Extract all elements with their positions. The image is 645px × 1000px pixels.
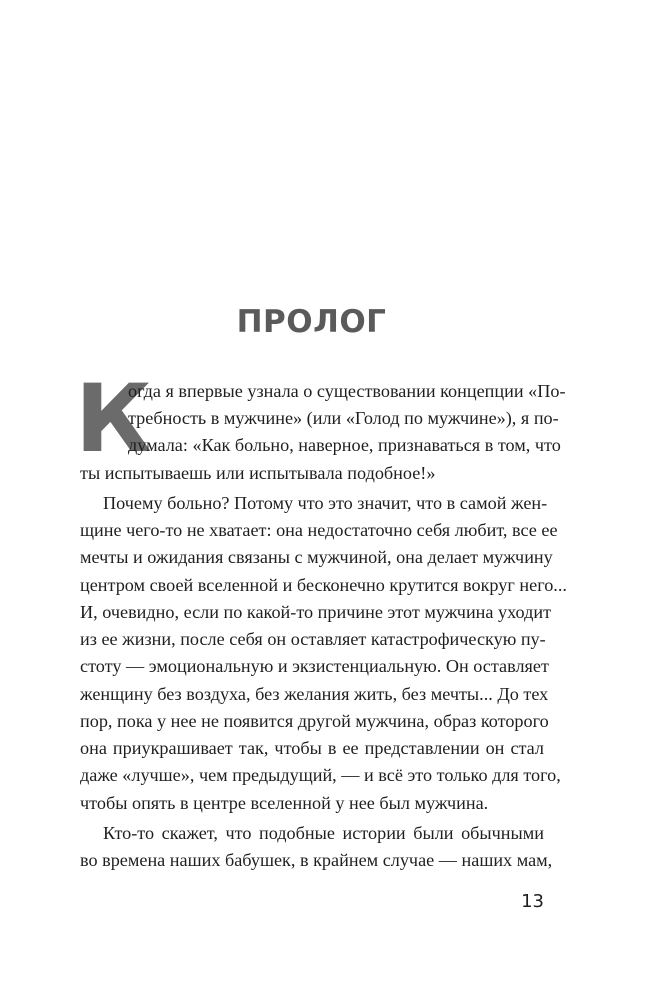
chapter-title: ПРОЛОГ (236, 304, 387, 340)
text-line: И, очевидно, если по какой-то причине этот мужчина уходит (80, 602, 552, 622)
text-line: стоту — эмоциональную и экзистенциальную. Он оставляет (80, 656, 549, 676)
text-line: даже «лучше», чем предыдущий, — и всё это только для того, (80, 765, 561, 785)
text-line: женщину без воздуха, без желания жить, без мечты... До тех (80, 684, 549, 704)
text-line: требность в мужчине» (или «Голод по мужчине»), я по- (128, 408, 559, 428)
text-line: щине чего-то не хватает: она недостаточно себя любит, все ее (80, 520, 558, 540)
text-line: думала: «Как больно, наверное, признаваться в том, что (128, 435, 561, 455)
drop-cap-letter: К (75, 365, 152, 474)
text-line: во времена наших бабушек, в крайнем случае — наших мам, (80, 850, 553, 870)
text-line: чтобы опять в центре вселенной у нее был мужчина. (80, 793, 489, 813)
text-line: огда я впервые узнала о существовании концепции «По- (128, 381, 566, 401)
text-line: Почему больно? Потому что это значит, что в самой жен- (103, 493, 548, 513)
text-line: центром своей вселенной и бесконечно крутится вокруг него... (80, 575, 567, 595)
text-line: она приукрашивает так, чтобы в ее представлении он стал (80, 738, 544, 758)
text-line: пор, пока у нее не появится другой мужчина, образ которого (80, 711, 549, 731)
text-line: мечты и ожидания связаны с мужчиной, она делает мужчину (80, 547, 553, 567)
text-line: Кто-то скажет, что подобные истории были обычными (103, 823, 544, 843)
text-line: ты испытываешь или испытывала подобное!» (80, 463, 436, 483)
text-line: из ее жизни, после себя он оставляет катастрофическую пу- (80, 629, 546, 649)
page-number: 13 (521, 891, 544, 912)
